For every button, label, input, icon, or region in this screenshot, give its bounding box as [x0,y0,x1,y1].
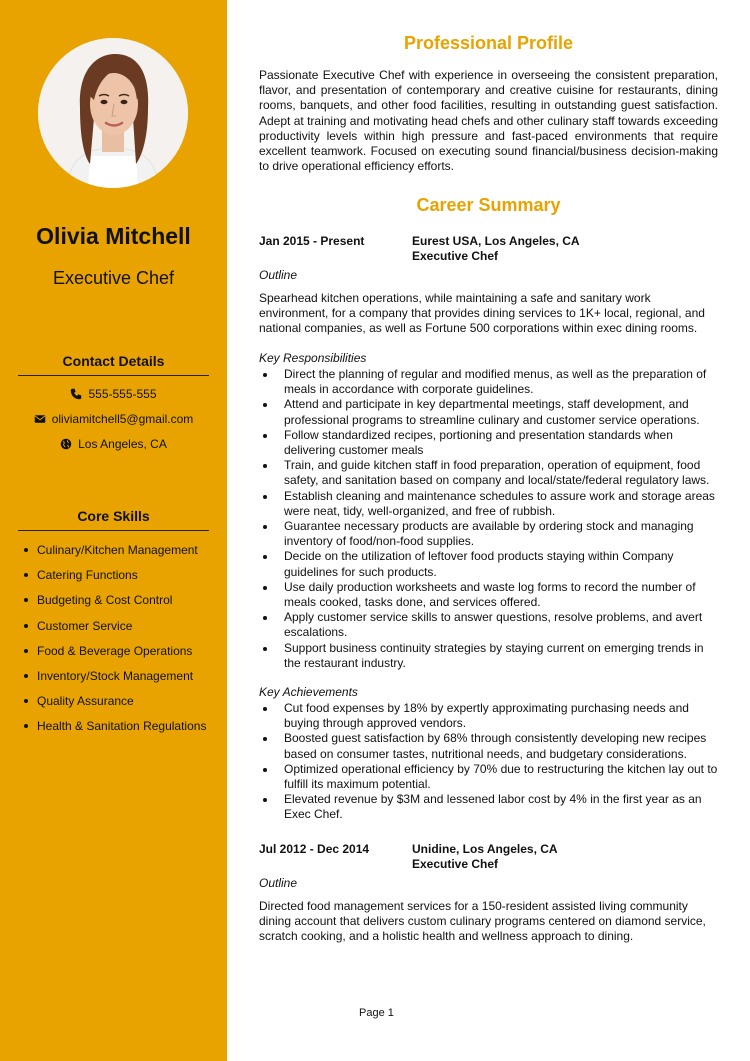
contact-location [0,437,227,451]
list-item: Budgeting & Cost Control [22,591,206,616]
phone-icon [70,388,82,400]
skills-list [22,541,206,743]
list-item: Inventory/Stock Management [22,667,206,692]
contact-phone [0,387,227,401]
list-item: Attend and participate in key departmental meetings, staff development, and professional programs to streamline culinary and customer service operations. [259,397,718,427]
job-role: Executive Chef [412,249,499,263]
outline-label: Outline [259,268,298,282]
list-item: Optimized operational efficiency by 70% due to restructuring the kitchen lay out to fulfill its maximum potential. [259,762,718,792]
job-header-1 [259,234,718,266]
list-item: Establish cleaning and maintenance schedules to assure work and storage areas were neat, tidy, well-organized, and free of rubbish. [259,489,718,519]
career-heading: Career Summary [416,195,561,215]
list-item: Customer Service [22,617,206,642]
list-item: Food & Beverage Operations [22,642,206,667]
avatar-illustration [38,38,188,188]
skills-heading: Core Skills [18,508,209,531]
location-text: Los Angeles, CA [78,437,167,451]
job-outline: Spearhead kitchen operations, while maintaining a safe and sanitary work environment, for a company that provides dining services to 1K+ local, regional, and national companies, as well as Fortune 500 corporations within exec dining rooms. [259,291,705,336]
list-item: Decide on the utilization of leftover food products staying within Company guidelines for such products. [259,549,718,579]
achievements-list [259,701,718,823]
envelope-icon [34,413,46,425]
list-item: Health & Sanitation Regulations [22,717,206,742]
job-header-2 [259,842,718,874]
list-item: Quality Assurance [22,692,206,717]
achievements-label: Key Achievements [259,685,358,699]
profile-text: Passionate Executive Chef with experience in overseeing the consistent preparation, flavor, and presentation of contemporary and creative cuisine for restaurants, dining rooms, banquets, and other food facilities, resulting in outstanding guest satisfaction. Adept at training and motivating head chefs and other culinary staff towards exceeding productivity levels within high pressure and fast-paced environments that require excellent teamwork. Focused on executing sound financial/business decision-making to drive operational efficiency efforts. [259,68,718,174]
job-company: Unidine, Los Angeles, CA [412,842,558,856]
contact-email [0,412,227,426]
list-item: Boosted guest satisfaction by 68% through consistently developing new recipes based on consumer tastes, nutritional needs, and budgetary considerations. [259,731,718,761]
job-role: Executive Chef [412,857,499,871]
job-outline: Directed food management services for a 150-resident assisted living community dining account that delivers custom culinary programs centered on diamond service, scratch cooking, and a holistic health and wellness approach to dining. [259,899,706,944]
email-text: oliviamitchell5@gmail.com [51,412,194,426]
list-item: Catering Functions [22,566,206,591]
phone-text: 555-555-555 [88,387,157,401]
list-item: Cut food expenses by 18% by expertly approximating purchasing needs and buying through approved vendors. [259,701,718,731]
list-item: Elevated revenue by $3M and lessened labor cost by 4% in the first year as an Exec Chef. [259,792,718,822]
job-dates: Jul 2012 - Dec 2014 [259,842,370,856]
sidebar [0,0,227,1061]
page-number: Page 1 [359,1007,394,1019]
list-item: Use daily production worksheets and waste log forms to record the number of meals cooked, tasks done, and services offered. [259,580,718,610]
profile-photo [38,38,188,188]
contact-heading: Contact Details [18,353,209,376]
globe-icon [60,438,72,450]
responsibilities-label: Key Responsibilities [259,351,367,365]
job-dates: Jan 2015 - Present [259,234,365,248]
list-item: Direct the planning of regular and modified menus, as well as the preparation of meals in accordance with corporate guidelines. [259,367,718,397]
job-company: Eurest USA, Los Angeles, CA [412,234,580,248]
candidate-name: Olivia Mitchell [36,223,191,249]
list-item: Culinary/Kitchen Management [22,541,206,566]
list-item: Support business continuity strategies by staying current on emerging trends in the restaurant industry. [259,641,718,671]
candidate-title: Executive Chef [52,268,175,288]
list-item: Apply customer service skills to answer questions, resolve problems, and avert escalations. [259,610,718,640]
outline-label: Outline [259,876,298,890]
responsibilities-list [259,367,718,671]
list-item: Follow standardized recipes, portioning and presentation standards when delivering customer meals [259,428,718,458]
list-item: Guarantee necessary products are available by ordering stock and managing inventory of food/non-food supplies. [259,519,718,549]
list-item: Train, and guide kitchen staff in food preparation, operation of equipment, food safety, and sanitation based on company and local/state/federal regulatory laws. [259,458,718,488]
profile-heading: Professional Profile [403,33,574,53]
